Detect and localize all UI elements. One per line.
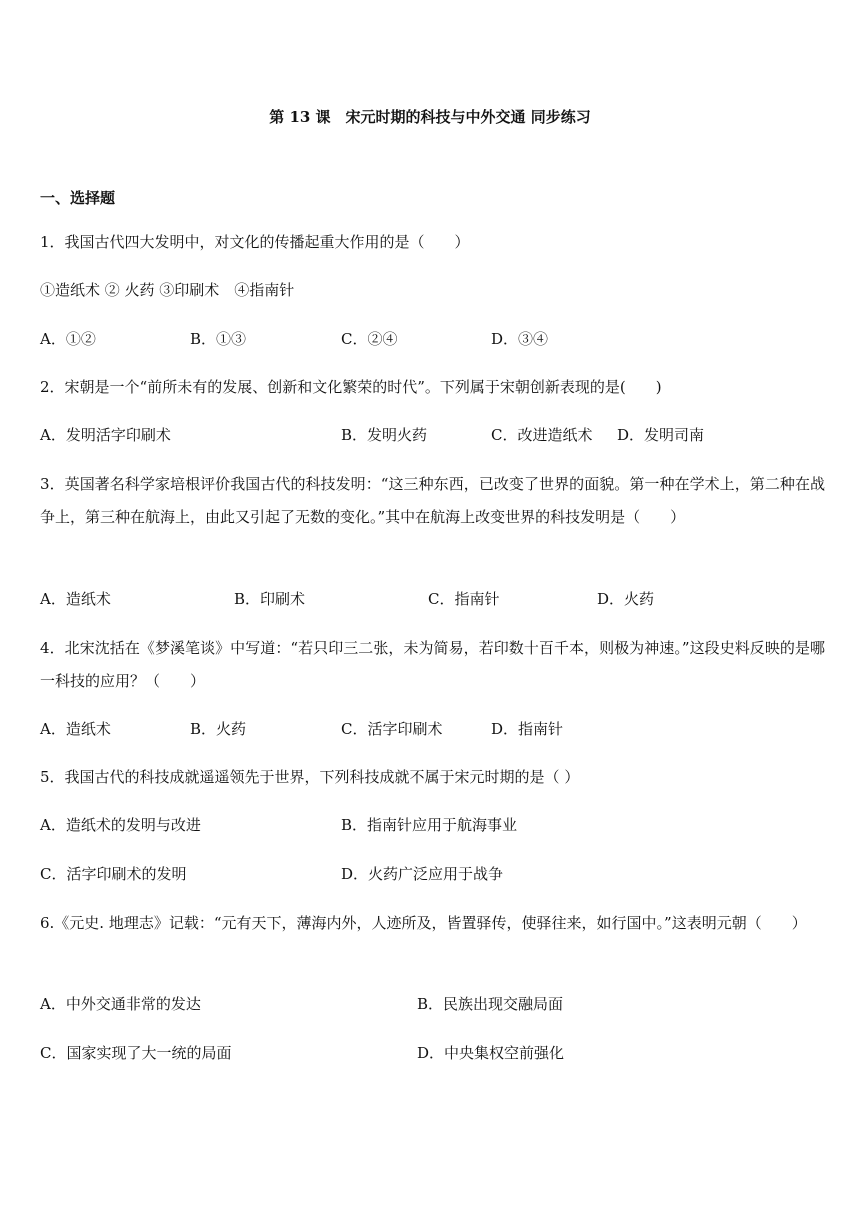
question-5-stem: 5．我国古代的科技成就遥遥领先于世界，下列科技成就不属于宋元时期的是（ ） [40, 768, 580, 786]
question-6-option-a: A．中外交通非常的发达 [40, 995, 201, 1013]
question-5-option-a: A．造纸术的发明与改进 [40, 816, 201, 834]
question-1-option-b: B．①③ [190, 330, 247, 348]
question-3-option-a: A．造纸术 [40, 590, 111, 608]
question-4-option-a: A．造纸术 [40, 720, 111, 738]
question-1-option-a: A．①② [40, 330, 96, 348]
question-2-option-a: A．发明活字印刷术 [40, 426, 171, 444]
question-1-items: ①造纸术 ② 火药 ③印刷术 ④指南针 [40, 281, 295, 299]
question-3-option-b: B．印刷术 [234, 590, 306, 608]
question-1-stem: 1．我国古代四大发明中，对文化的传播起重大作用的是（ ） [40, 233, 470, 251]
question-5-option-c: C．活字印刷术的发明 [40, 865, 187, 883]
question-4-option-c: C．活字印刷术 [341, 720, 443, 738]
question-3-option-c: C．指南针 [428, 590, 500, 608]
question-5-option-b: B．指南针应用于航海事业 [341, 816, 518, 834]
question-2-option-d: D．发明司南 [617, 426, 705, 444]
question-3-option-d: D．火药 [597, 590, 655, 608]
question-2-stem: 2．宋朝是一个“前所未有的发展、创新和文化繁荣的时代”。下列属于宋朝创新表现的是( ) [40, 378, 662, 396]
question-4-option-b: B．火药 [190, 720, 247, 738]
question-1-option-c: C．②④ [341, 330, 398, 348]
question-6-option-b: B．民族出现交融局面 [417, 995, 564, 1013]
question-1-option-d: D．③④ [491, 330, 549, 348]
question-5-option-d: D．火药广泛应用于战争 [341, 865, 504, 883]
question-6-option-d: D．中央集权空前强化 [417, 1044, 565, 1062]
question-6-option-c: C．国家实现了大一统的局面 [40, 1044, 232, 1062]
question-4-stem: 4．北宋沈括在《梦溪笔谈》中写道：“若只印三二张，未为简易，若印数十百千本，则极为神速。”这段史料反映的是哪一科技的应用？（ ） [40, 639, 825, 690]
document-title: 第 13 课 宋元时期的科技与中外交通 同步练习 [269, 108, 591, 126]
section-heading: 一、选择题 [40, 189, 116, 207]
question-3-stem: 3．英国著名科学家培根评价我国古代的科技发明：“这三种东西，已改变了世界的面貌。第一种在学术上，第二种在战争上，第三种在航海上，由此又引起了无数的变化。”其中在航海上改变世界的科技发明是（ ） [40, 475, 825, 526]
question-2-option-c: C．改进造纸术 [491, 426, 593, 444]
question-6-stem: 6.《元史. 地理志》记载：“元有天下，薄海内外，人迹所及，皆置驿传，使驿往来，如行国中。”这表明元朝（ ） [40, 914, 807, 932]
question-4-option-d: D．指南针 [491, 720, 564, 738]
question-2-option-b: B．发明火药 [341, 426, 428, 444]
